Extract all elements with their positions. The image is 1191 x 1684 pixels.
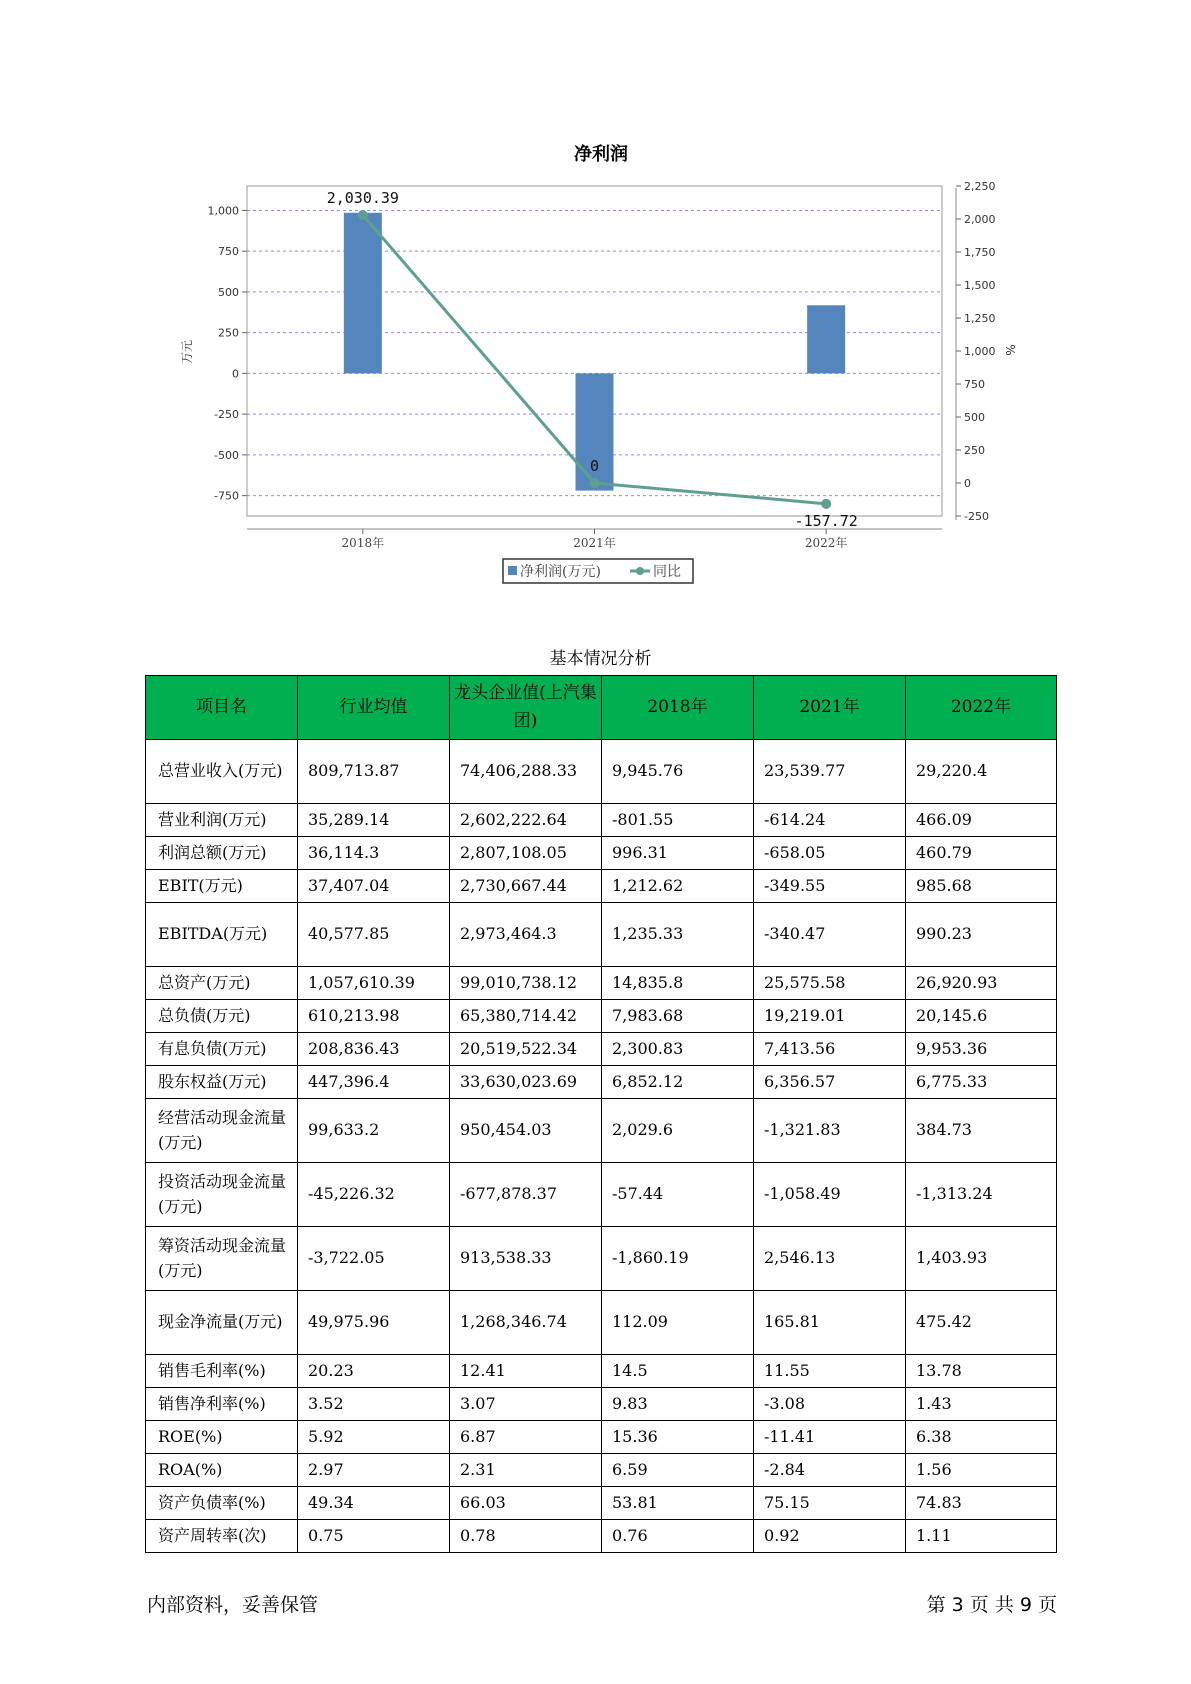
- value-cell: 49.34: [298, 1487, 450, 1520]
- value-cell: -3.08: [754, 1388, 906, 1421]
- table-row: [146, 1421, 1057, 1454]
- right-axis-tick-label: 250: [964, 444, 985, 457]
- yoy-point: [358, 210, 368, 220]
- table-caption: 基本情况分析: [549, 649, 652, 669]
- value-cell: 2,730,667.44: [450, 870, 602, 903]
- table-row: [146, 1487, 1057, 1520]
- legend-line-marker: [636, 567, 644, 575]
- value-cell: 2.31: [450, 1454, 602, 1487]
- yoy-point: [590, 478, 600, 488]
- value-cell: 11.55: [754, 1355, 906, 1388]
- net-profit-chart: [0, 0, 1191, 600]
- value-cell: 12.41: [450, 1355, 602, 1388]
- value-cell: -1,321.83: [754, 1099, 906, 1163]
- value-cell: 13.78: [906, 1355, 1057, 1388]
- value-cell: 37,407.04: [298, 870, 450, 903]
- value-cell: 2.97: [298, 1454, 450, 1487]
- right-axis-tick-label: 750: [964, 378, 985, 391]
- value-cell: 466.09: [906, 804, 1057, 837]
- value-cell: 65,380,714.42: [450, 1000, 602, 1033]
- row-label-cell: 股东权益(万元): [146, 1066, 298, 1099]
- value-cell: 460.79: [906, 837, 1057, 870]
- value-cell: 23,539.77: [754, 740, 906, 804]
- value-cell: 53.81: [602, 1487, 754, 1520]
- value-cell: 5.92: [298, 1421, 450, 1454]
- value-cell: 990.23: [906, 903, 1057, 967]
- value-cell: 1,212.62: [602, 870, 754, 903]
- column-header: 行业均值: [298, 676, 450, 740]
- table-row: [146, 1454, 1057, 1487]
- value-cell: 384.73: [906, 1099, 1057, 1163]
- row-label-cell: 总营业收入(万元): [146, 740, 298, 804]
- value-cell: 49,975.96: [298, 1291, 450, 1355]
- value-cell: 0.92: [754, 1520, 906, 1553]
- left-axis-title: 万元: [180, 339, 194, 365]
- value-cell: 2,029.6: [602, 1099, 754, 1163]
- value-cell: -340.47: [754, 903, 906, 967]
- x-axis-tick-label: 2018年: [341, 536, 385, 550]
- value-cell: 36,114.3: [298, 837, 450, 870]
- value-cell: 913,538.33: [450, 1227, 602, 1291]
- legend-line-label: 同比: [653, 564, 681, 580]
- value-cell: 26,920.93: [906, 967, 1057, 1000]
- table-row: [146, 1227, 1057, 1291]
- legend-bar-label: 净利润(万元): [520, 564, 601, 580]
- value-cell: 20.23: [298, 1355, 450, 1388]
- value-cell: 2,807,108.05: [450, 837, 602, 870]
- row-label-cell: 有息负债(万元): [146, 1033, 298, 1066]
- chart-title: 净利润: [574, 144, 628, 165]
- value-cell: 20,519,522.34: [450, 1033, 602, 1066]
- value-cell: 6,852.12: [602, 1066, 754, 1099]
- value-cell: 950,454.03: [450, 1099, 602, 1163]
- row-label-cell: 销售净利率(%): [146, 1388, 298, 1421]
- x-axis-tick-label: 2022年: [804, 536, 848, 550]
- value-cell: -1,313.24: [906, 1163, 1057, 1227]
- value-cell: 1,268,346.74: [450, 1291, 602, 1355]
- row-label-cell: 营业利润(万元): [146, 804, 298, 837]
- right-axis-tick-label: 1,000: [964, 345, 996, 358]
- left-axis-tick-label: 1,000: [207, 204, 239, 218]
- value-cell: 6.59: [602, 1454, 754, 1487]
- value-cell: 33,630,023.69: [450, 1066, 602, 1099]
- left-axis-tick-label: -250: [214, 408, 239, 422]
- value-cell: 25,575.58: [754, 967, 906, 1000]
- value-cell: 165.81: [754, 1291, 906, 1355]
- value-cell: 6.87: [450, 1421, 602, 1454]
- table-row: [146, 1033, 1057, 1066]
- right-axis-tick-label: 2,250: [964, 180, 996, 193]
- row-label-cell: 利润总额(万元): [146, 837, 298, 870]
- net-profit-bar: [344, 213, 382, 374]
- value-cell: 610,213.98: [298, 1000, 450, 1033]
- value-cell: 40,577.85: [298, 903, 450, 967]
- value-cell: 985.68: [906, 870, 1057, 903]
- table-row: [146, 870, 1057, 903]
- value-cell: 112.09: [602, 1291, 754, 1355]
- value-cell: 208,836.43: [298, 1033, 450, 1066]
- row-label-cell: 销售毛利率(%): [146, 1355, 298, 1388]
- column-header: 龙头企业值(上汽集团): [450, 676, 602, 740]
- row-label-cell: 资产负债率(%): [146, 1487, 298, 1520]
- chart-legend: [503, 559, 693, 583]
- value-cell: 2,973,464.3: [450, 903, 602, 967]
- yoy-data-label: 2,030.39: [326, 188, 399, 207]
- right-axis-title: %: [1003, 344, 1017, 356]
- right-axis-tick-label: 1,750: [964, 246, 996, 259]
- value-cell: 996.31: [602, 837, 754, 870]
- value-cell: -11.41: [754, 1421, 906, 1454]
- column-header: 2018年: [602, 676, 754, 740]
- row-label-cell: 现金净流量(万元): [146, 1291, 298, 1355]
- value-cell: 6.38: [906, 1421, 1057, 1454]
- value-cell: 475.42: [906, 1291, 1057, 1355]
- table-row: [146, 1388, 1057, 1421]
- row-label-cell: ROA(%): [146, 1454, 298, 1487]
- right-axis-tick-label: 0: [964, 477, 971, 490]
- footer-confidential-note: 内部资料，妥善保管: [147, 1594, 319, 1616]
- right-axis-tick-label: 2,000: [964, 213, 996, 226]
- left-axis-tick-label: 500: [218, 285, 239, 299]
- value-cell: 66.03: [450, 1487, 602, 1520]
- value-cell: 3.52: [298, 1388, 450, 1421]
- yoy-data-label: 0: [589, 457, 600, 475]
- value-cell: 99,010,738.12: [450, 967, 602, 1000]
- value-cell: 1,235.33: [602, 903, 754, 967]
- value-cell: 29,220.4: [906, 740, 1057, 804]
- value-cell: 1,057,610.39: [298, 967, 450, 1000]
- table-row: [146, 804, 1057, 837]
- value-cell: -57.44: [602, 1163, 754, 1227]
- value-cell: 99,633.2: [298, 1099, 450, 1163]
- value-cell: -614.24: [754, 804, 906, 837]
- table-row: [146, 1291, 1057, 1355]
- left-axis-tick-label: -750: [214, 489, 239, 503]
- table-row: [146, 903, 1057, 967]
- value-cell: -45,226.32: [298, 1163, 450, 1227]
- value-cell: 2,300.83: [602, 1033, 754, 1066]
- row-label-cell: ROE(%): [146, 1421, 298, 1454]
- table-row: [146, 1163, 1057, 1227]
- value-cell: 19,219.01: [754, 1000, 906, 1033]
- value-cell: 6,356.57: [754, 1066, 906, 1099]
- value-cell: 35,289.14: [298, 804, 450, 837]
- row-label-cell: EBIT(万元): [146, 870, 298, 903]
- value-cell: 14.5: [602, 1355, 754, 1388]
- net-profit-bar: [807, 305, 845, 373]
- value-cell: 1,403.93: [906, 1227, 1057, 1291]
- value-cell: 9,945.76: [602, 740, 754, 804]
- left-axis-tick-label: 0: [232, 367, 239, 381]
- value-cell: 2,546.13: [754, 1227, 906, 1291]
- value-cell: 809,713.87: [298, 740, 450, 804]
- value-cell: 9,953.36: [906, 1033, 1057, 1066]
- x-axis-tick-label: 2021年: [573, 536, 616, 550]
- value-cell: -2.84: [754, 1454, 906, 1487]
- value-cell: -658.05: [754, 837, 906, 870]
- row-label-cell: 经营活动现金流量(万元): [146, 1099, 298, 1163]
- value-cell: 75.15: [754, 1487, 906, 1520]
- legend-bar-swatch: [508, 566, 517, 575]
- table-row: [146, 1066, 1057, 1099]
- row-label-cell: 总资产(万元): [146, 967, 298, 1000]
- right-axis-tick-label: 1,250: [964, 312, 996, 325]
- table-row: [146, 740, 1057, 804]
- table-row: [146, 1099, 1057, 1163]
- value-cell: -677,878.37: [450, 1163, 602, 1227]
- row-label-cell: 总负债(万元): [146, 1000, 298, 1033]
- basic-analysis-table: [145, 675, 1057, 1553]
- value-cell: 2,602,222.64: [450, 804, 602, 837]
- value-cell: 6,775.33: [906, 1066, 1057, 1099]
- table-row: [146, 1520, 1057, 1553]
- column-header: 项目名: [146, 676, 298, 740]
- value-cell: -3,722.05: [298, 1227, 450, 1291]
- footer-page-number: 第 3 页 共 9 页: [926, 1594, 1057, 1616]
- right-axis-tick-label: -250: [964, 510, 989, 523]
- column-header: 2022年: [906, 676, 1057, 740]
- left-axis-tick-label: 250: [218, 326, 239, 340]
- yoy-data-label: -157.72: [794, 511, 858, 530]
- left-axis-tick-label: -500: [214, 448, 239, 462]
- right-axis-tick-label: 1,500: [964, 279, 996, 292]
- value-cell: 74.83: [906, 1487, 1057, 1520]
- value-cell: 0.78: [450, 1520, 602, 1553]
- column-header: 2021年: [754, 676, 906, 740]
- value-cell: 14,835.8: [602, 967, 754, 1000]
- table-row: [146, 967, 1057, 1000]
- table-row: [146, 837, 1057, 870]
- value-cell: 9.83: [602, 1388, 754, 1421]
- table-row: [146, 1355, 1057, 1388]
- row-label-cell: 资产周转率(次): [146, 1520, 298, 1553]
- value-cell: -1,860.19: [602, 1227, 754, 1291]
- value-cell: 20,145.6: [906, 1000, 1057, 1033]
- left-axis-tick-label: 750: [218, 245, 239, 259]
- yoy-point: [821, 499, 831, 509]
- table-header-row: [146, 676, 1057, 740]
- row-label-cell: 投资活动现金流量(万元): [146, 1163, 298, 1227]
- value-cell: 15.36: [602, 1421, 754, 1454]
- value-cell: 1.43: [906, 1388, 1057, 1421]
- row-label-cell: EBITDA(万元): [146, 903, 298, 967]
- right-axis-tick-label: 500: [964, 411, 985, 424]
- row-label-cell: 筹资活动现金流量(万元): [146, 1227, 298, 1291]
- table-row: [146, 1000, 1057, 1033]
- value-cell: -349.55: [754, 870, 906, 903]
- value-cell: 0.76: [602, 1520, 754, 1553]
- value-cell: 1.56: [906, 1454, 1057, 1487]
- value-cell: -1,058.49: [754, 1163, 906, 1227]
- value-cell: 7,413.56: [754, 1033, 906, 1066]
- value-cell: 0.75: [298, 1520, 450, 1553]
- value-cell: 74,406,288.33: [450, 740, 602, 804]
- value-cell: 3.07: [450, 1388, 602, 1421]
- value-cell: 1.11: [906, 1520, 1057, 1553]
- value-cell: -801.55: [602, 804, 754, 837]
- value-cell: 447,396.4: [298, 1066, 450, 1099]
- value-cell: 7,983.68: [602, 1000, 754, 1033]
